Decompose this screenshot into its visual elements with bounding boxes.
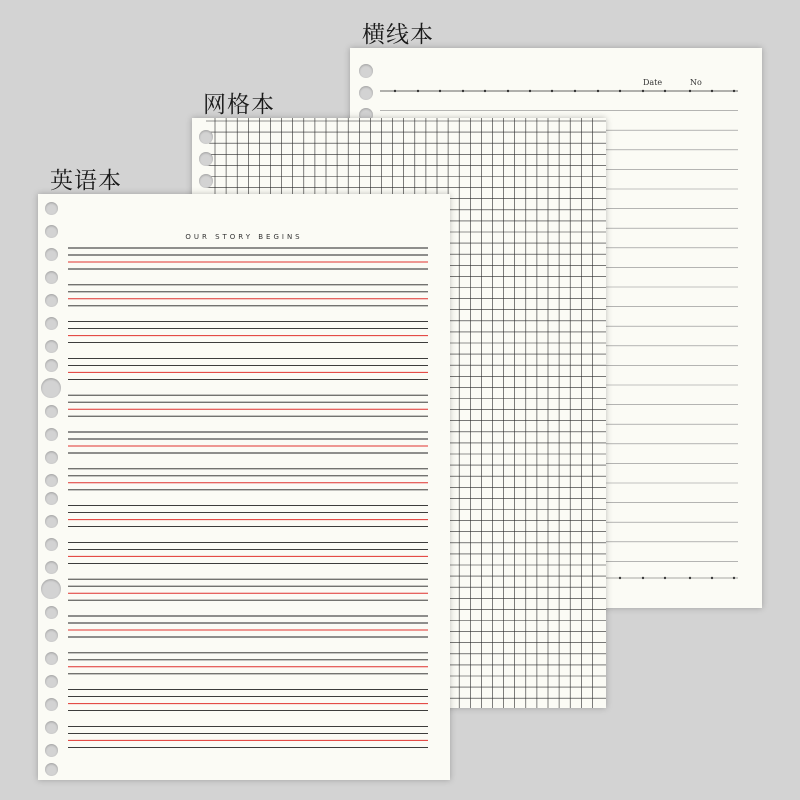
lined-dot [529,90,531,92]
number-field-label: No [690,78,702,87]
binder-hole [45,515,58,528]
binder-hole [45,428,58,441]
binder-hole [45,652,58,665]
binder-hole [199,174,213,188]
lined-notebook-label: 横线本 [362,22,434,48]
lined-dot [711,90,713,92]
binder-hole [45,561,58,574]
binder-hole [45,317,58,330]
binder-hole [45,340,58,353]
binder-hole [359,86,373,100]
binder-hole [45,294,58,307]
date-field-label: Date [643,78,663,87]
binder-hole [45,698,58,711]
binder-hole [45,271,58,284]
english-notebook-label: 英语本 [50,168,122,194]
binder-hole [45,405,58,418]
binder-hole [359,64,373,78]
grid-notebook-label: 网格本 [203,92,275,118]
binder-hole [45,474,58,487]
lined-dot [484,90,486,92]
binder-hole [45,763,58,776]
lined-dot [394,90,396,92]
lined-dot [689,90,691,92]
binder-hole [45,451,58,464]
binder-hole [41,579,61,599]
lined-dot [551,90,553,92]
lined-dot [507,90,509,92]
lined-dot [642,90,644,92]
lined-dot [664,90,666,92]
binder-hole [45,538,58,551]
binder-hole [45,492,58,505]
binder-hole [45,629,58,642]
lined-dot [462,90,464,92]
binder-hole [199,152,213,166]
binder-hole [45,675,58,688]
lined-dot [733,90,735,92]
binder-hole [45,721,58,734]
binder-hole [45,606,58,619]
english-notebook-sheet [38,194,450,780]
binder-hole [41,378,61,398]
english-sheet-title: OUR STORY BEGINS [185,233,303,241]
english-rules [38,194,450,780]
binder-hole [45,744,58,757]
binder-hole [45,225,58,238]
binder-hole [45,248,58,261]
lined-dot [439,90,441,92]
lined-dot [417,90,419,92]
lined-dot [619,90,621,92]
binder-hole [45,359,58,372]
binder-hole [199,130,213,144]
lined-dot [574,90,576,92]
lined-dot [597,90,599,92]
binder-hole [45,202,58,215]
